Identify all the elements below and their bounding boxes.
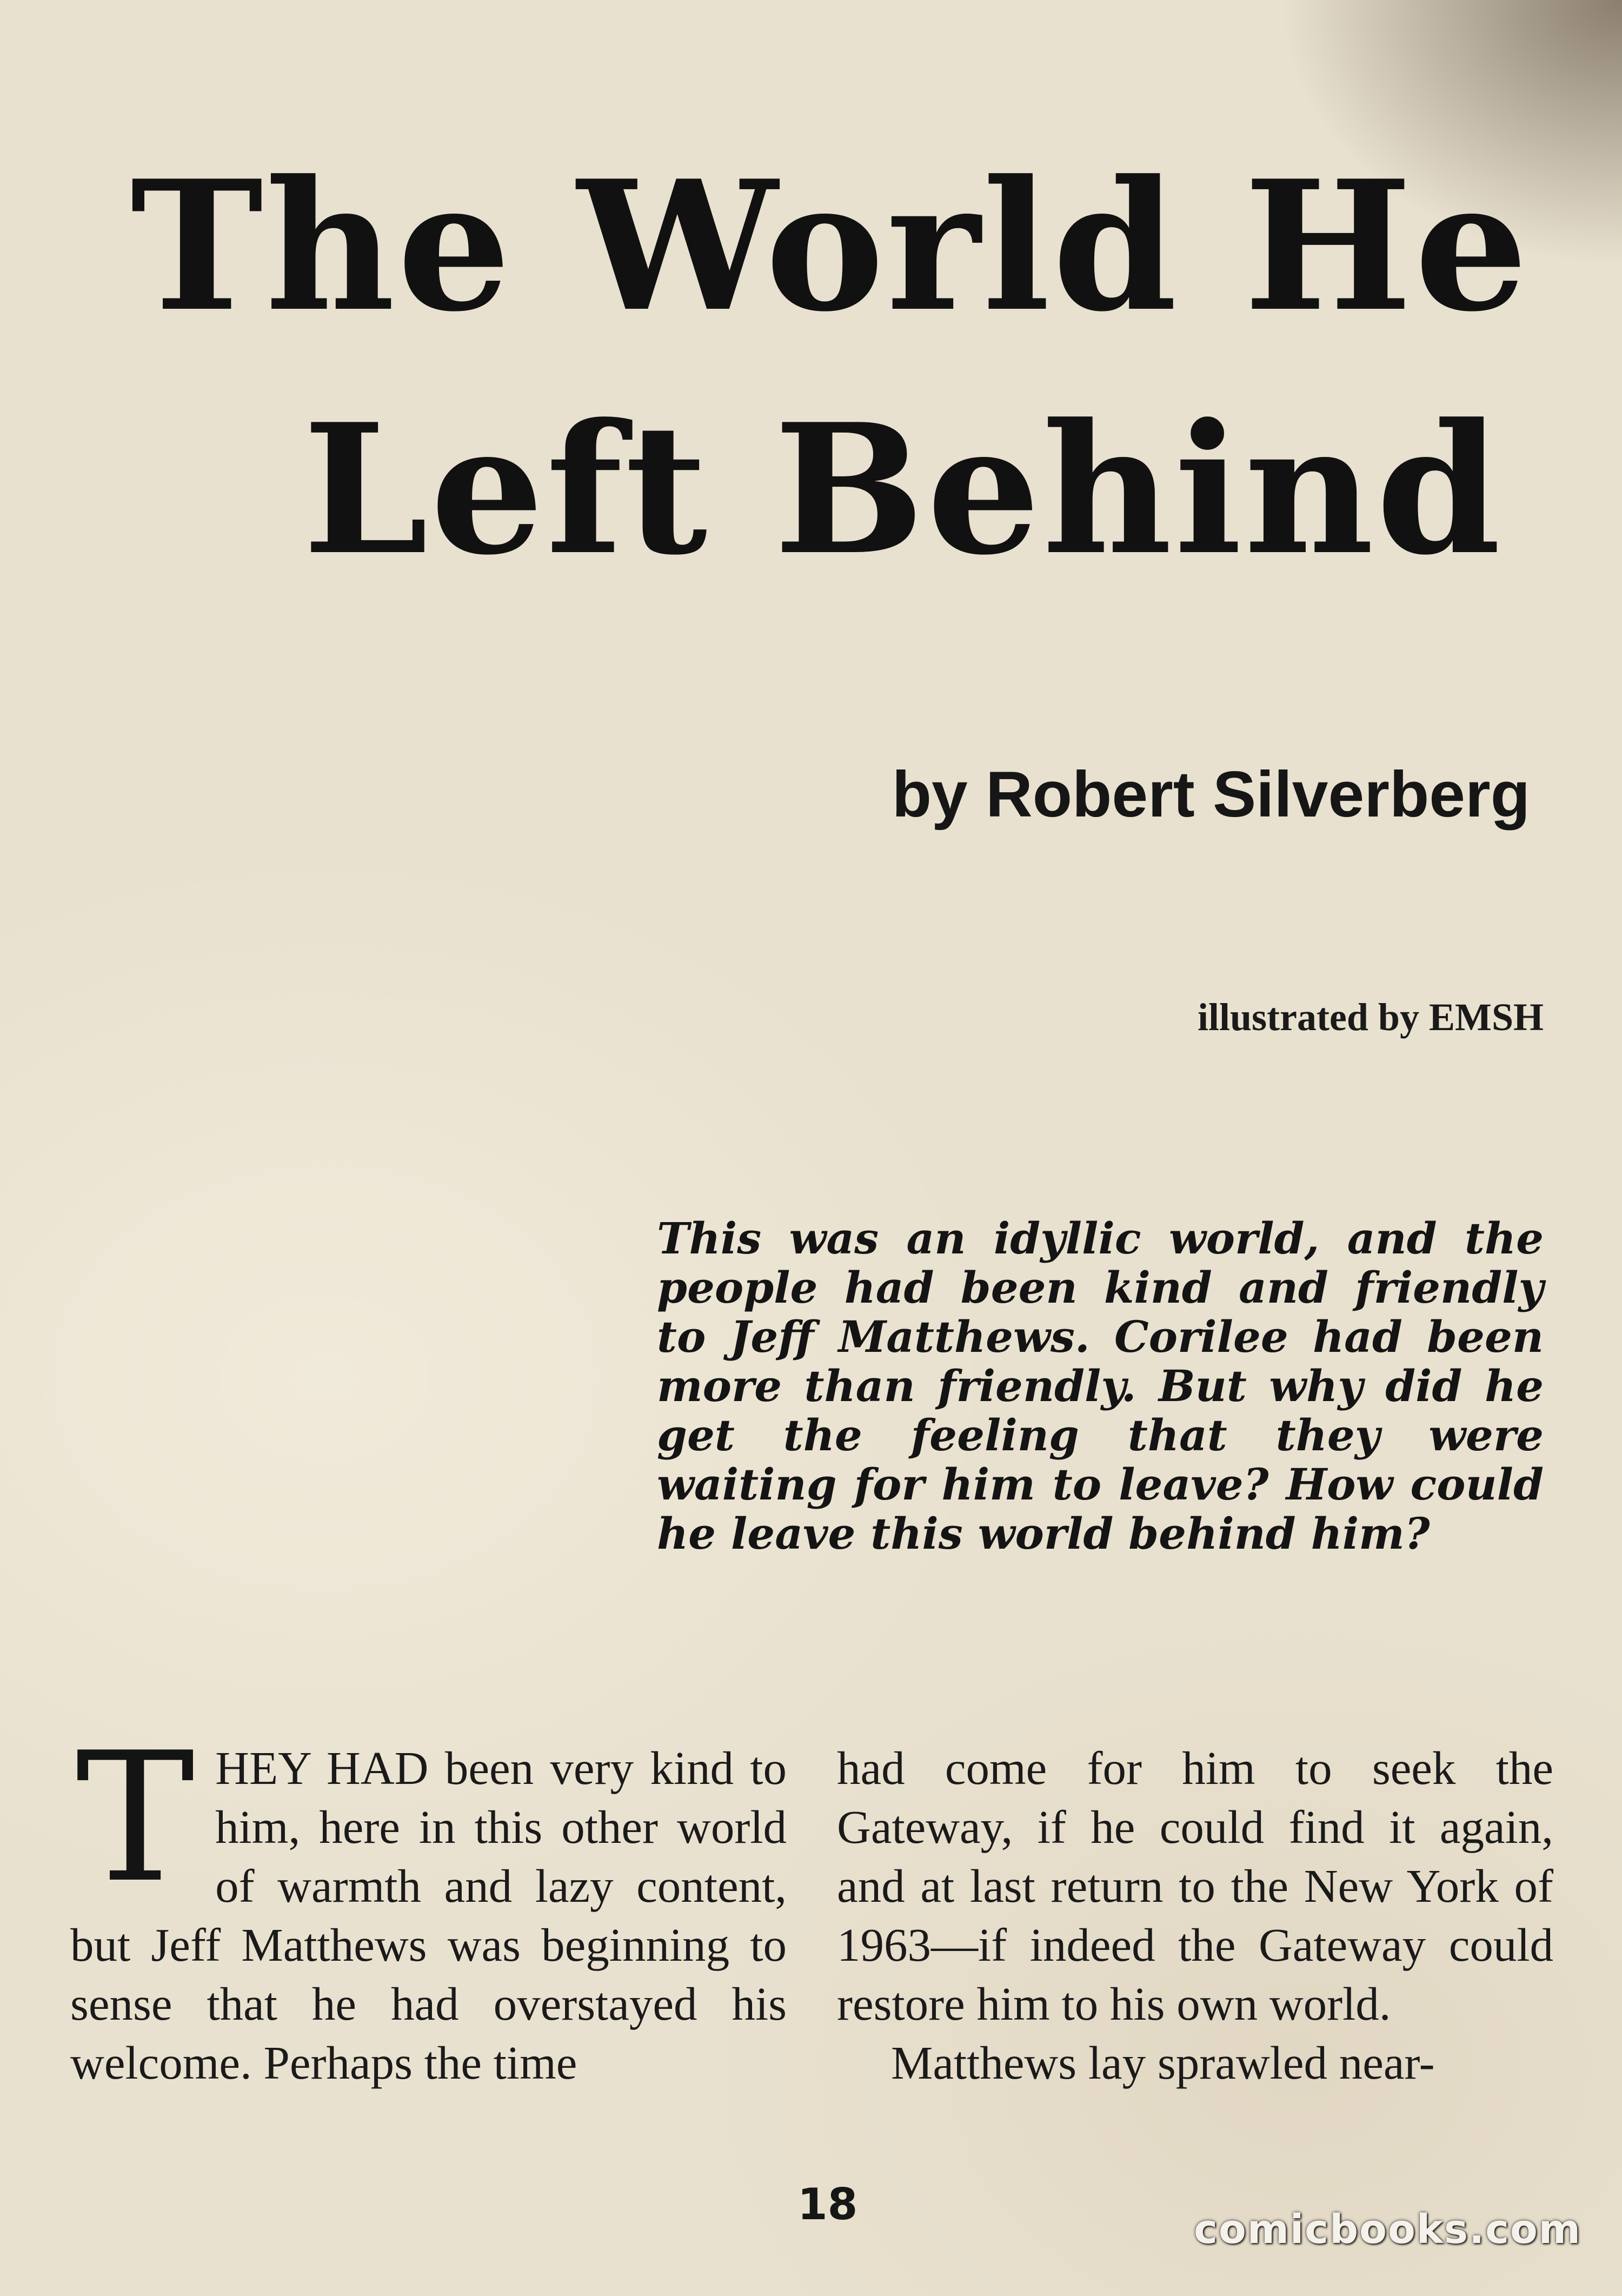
site-watermark: comicbooks.com (1194, 2206, 1581, 2253)
story-paragraph: had come for him to seek the Gateway, if he could find it again, and at last return to the New York of 1963—if indeed the Gateway could restore him to his own world. (837, 1742, 1553, 2030)
illustrator-credit: illustrated by EMSH (1197, 996, 1544, 1039)
story-column-right (837, 1738, 1553, 2092)
author-byline: by Robert Silverberg (892, 758, 1530, 831)
story-title-line-2: Left Behind (302, 384, 1503, 594)
drop-cap: T (76, 1714, 195, 1922)
page-number: 18 (797, 2179, 858, 2229)
story-blurb: This was an idyllic world, and the people had been kind and friendly to Jeff Matthews. Corilee had been more than friendly. But why did he get the feeling that they were waiting for him to leave? How could he leave this world behind him? (657, 1213, 1544, 1559)
story-column-left (70, 1714, 787, 2092)
story-title-line-1: The World He (130, 141, 1530, 351)
story-paragraph: HEY HAD been very kind to him, here in this other world of warmth and lazy content, but Jeff Matthews was beginning to sense that he had overstayed his welcome. Perhaps the time (70, 1742, 787, 2089)
story-paragraph: Matthews lay sprawled near- (891, 2036, 1435, 2089)
